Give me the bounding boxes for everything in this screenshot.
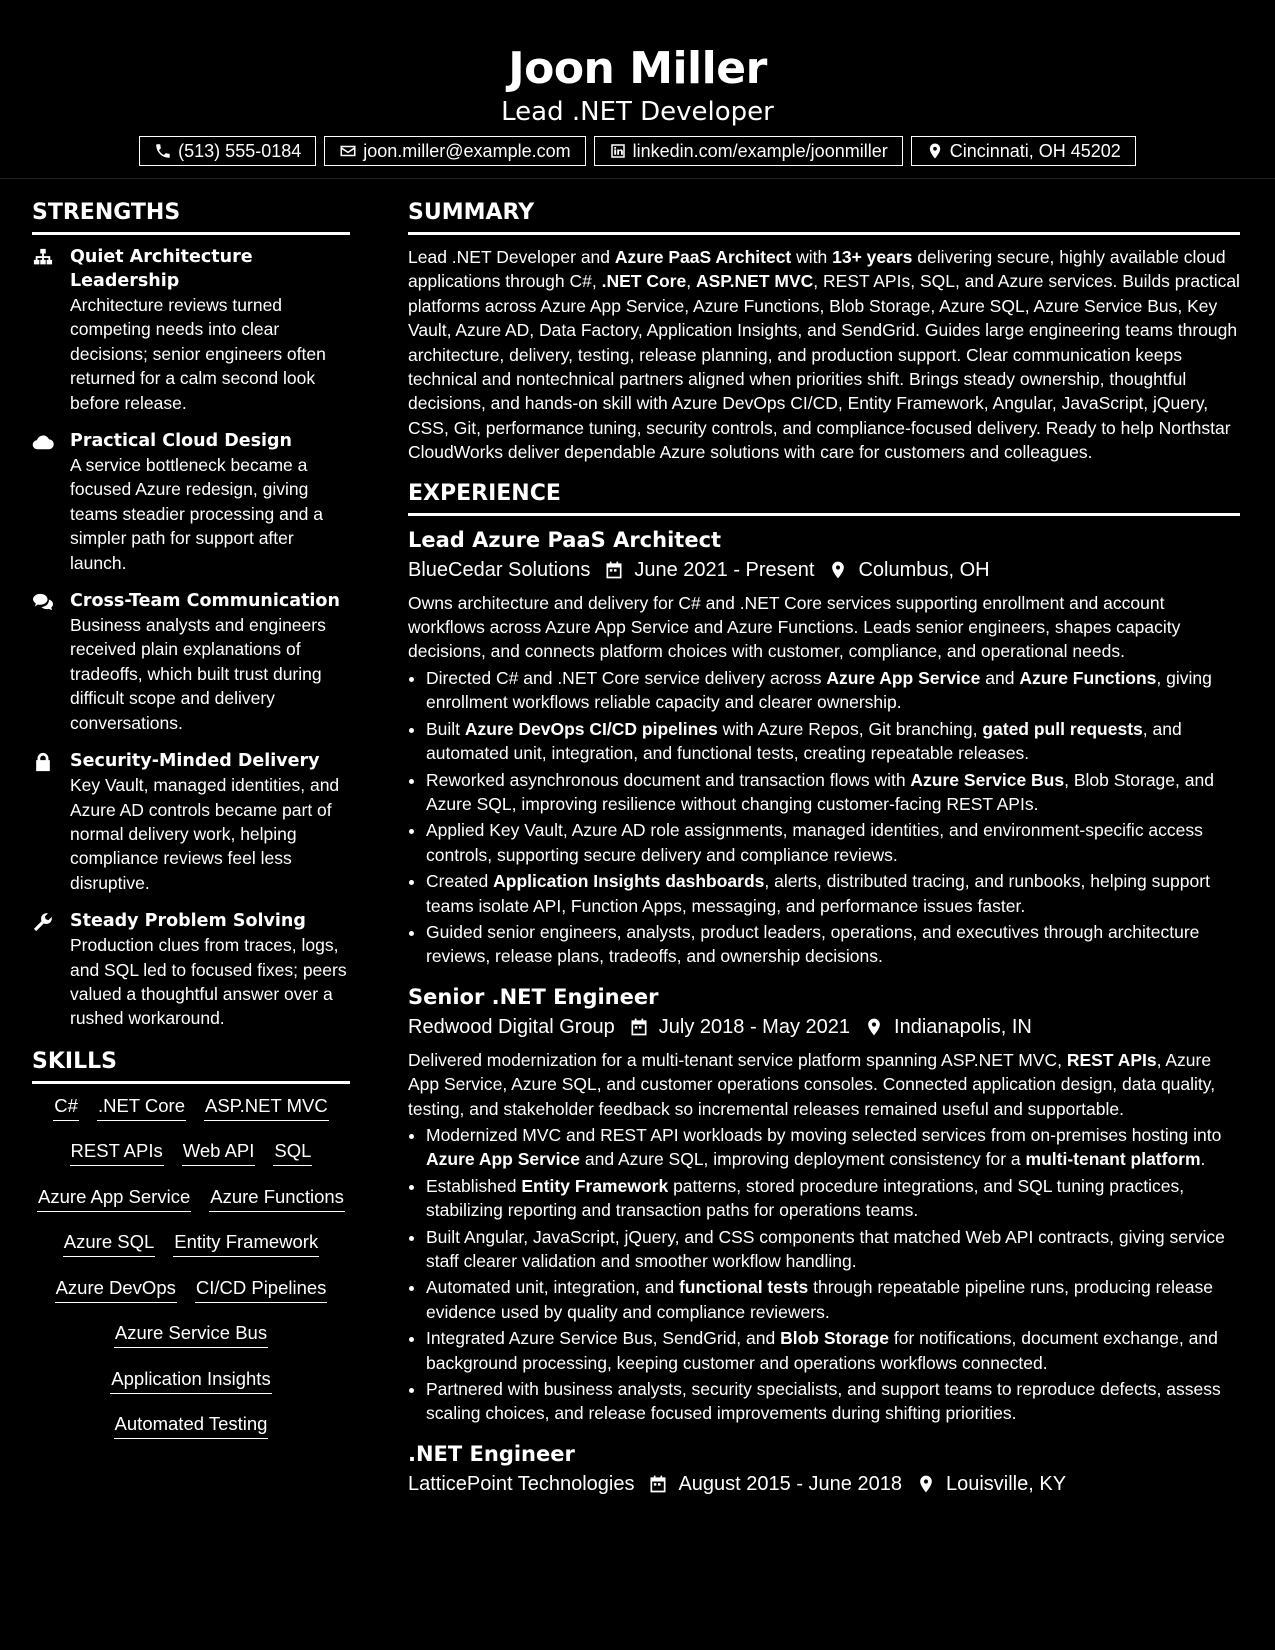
strength-item bbox=[32, 909, 350, 1031]
skills-list bbox=[32, 1088, 350, 1452]
strength-desc: Architecture reviews turned competing needs into clear decisions; senior engineers often returned for a calm second look before release. bbox=[70, 295, 326, 413]
skill-tag: Azure DevOps bbox=[55, 1276, 177, 1303]
skill-tag: .NET Core bbox=[97, 1094, 186, 1121]
strength-title: Security-Minded Delivery bbox=[70, 751, 320, 772]
sitemap-icon bbox=[32, 248, 54, 268]
cloud-icon bbox=[32, 432, 54, 452]
job-dates: July 2018 - May 2021 bbox=[658, 1015, 851, 1038]
job-company: BlueCedar Solutions bbox=[408, 558, 591, 581]
map-pin-icon bbox=[828, 560, 848, 580]
contact-email[interactable] bbox=[324, 136, 585, 166]
job-company: LatticePoint Technologies bbox=[408, 1472, 635, 1495]
bold-text: multi-tenant platform bbox=[1025, 1149, 1201, 1170]
skill-tag: Application Insights bbox=[110, 1367, 271, 1394]
strength-title: Steady Problem Solving bbox=[70, 911, 306, 932]
strength-item bbox=[32, 749, 350, 895]
bold-text: ASP.NET MVC bbox=[695, 271, 814, 292]
candidate-name: Joon Miller bbox=[508, 43, 767, 94]
job-bullet: • Built Azure DevOps CI/CD pipelines with Azure Repos, Git branching, gated pull requests, and automated unit, integration, and functional tests, creating repeatable releases. bbox=[426, 717, 1240, 766]
contact-location-text: Cincinnati, OH 45202 bbox=[949, 141, 1121, 161]
strength-desc: Production clues from traces, logs, and SQL led to focused fixes; peers valued a thoughtful answer over a rushed workaround. bbox=[70, 935, 347, 1029]
bold-text: Blob Storage bbox=[780, 1328, 889, 1349]
bold-text: functional tests bbox=[678, 1277, 809, 1298]
skill-tag: REST APIs bbox=[70, 1139, 164, 1166]
bold-text: Azure Functions bbox=[1019, 667, 1157, 688]
wrench-icon bbox=[32, 912, 54, 932]
contact-bar bbox=[0, 136, 1275, 166]
strength-item bbox=[32, 429, 350, 575]
job-location: Columbus, OH bbox=[858, 558, 990, 581]
skill-tag: Azure Functions bbox=[209, 1185, 345, 1212]
job-dates: August 2015 - June 2018 bbox=[678, 1472, 902, 1495]
strength-item bbox=[32, 245, 350, 415]
strength-desc: Business analysts and engineers received plain explanations of tradeoffs, which built trust during difficult scope and delivery conversations. bbox=[70, 615, 326, 733]
lock-icon bbox=[32, 752, 54, 772]
bold-text: Azure DevOps CI/CD pipelines bbox=[464, 718, 718, 739]
skill-tag: Automated Testing bbox=[114, 1412, 269, 1439]
map-pin-icon bbox=[864, 1017, 884, 1037]
skill-row bbox=[36, 1088, 346, 1134]
summary-text: Lead .NET Developer and Azure PaaS Architect with 13+ years delivering secure, highly available cloud applications through C#, .NET Core, ASP.NET MVC, REST APIs, SQL, and Azure services. Builds practical platforms across Azure App Service, Azure Functions, Blob Storage, Azure SQL, Azure Service Bus, Key Vault, Azure AD, Data Factory, Application Insights, and SendGrid. Guides large engineering teams through architecture, delivery, testing, release planning, and production support. Clear communication keeps technical and nontechnical partners aligned when priorities shift. Brings steady ownership, thoughtful decisions, and hands-on skill with Azure DevOps CI/CD, Entity Framework, Angular, JavaScript, jQuery, CSS, Git, performance tuning, security controls, and compliance-focused delivery. Ready to help Northstar CloudWorks deliver dependable Azure solutions with care for customers and colleagues. bbox=[408, 247, 1240, 463]
strength-title: Cross-Team Communication bbox=[70, 591, 340, 612]
job-meta bbox=[408, 1469, 1240, 1499]
candidate-title: Lead .NET Developer bbox=[501, 97, 774, 127]
experience-list bbox=[408, 526, 1240, 1499]
job-title: Lead Azure PaaS Architect bbox=[408, 527, 722, 552]
skills-heading: SKILLS bbox=[32, 1045, 350, 1084]
job-bullet: • Established Entity Framework patterns, stored procedure integrations, and SQL tuning practices, stabilizing reporting and transaction paths for operations teams. bbox=[426, 1174, 1240, 1223]
contact-phone-text: (513) 555-0184 bbox=[178, 141, 302, 161]
skill-tag: Azure SQL bbox=[63, 1230, 156, 1257]
comments-icon bbox=[32, 592, 54, 612]
strengths-heading: STRENGTHS bbox=[32, 196, 350, 235]
skill-row bbox=[36, 1361, 346, 1407]
job-location: Indianapolis, IN bbox=[894, 1015, 1032, 1038]
skill-tag: ASP.NET MVC bbox=[204, 1094, 329, 1121]
job-entry bbox=[408, 526, 1240, 969]
job-bullet: • Modernized MVC and REST API workloads by moving selected services from on-premises hosting into Azure App Service and Azure SQL, improving deployment consistency for a multi-tenant platform. bbox=[426, 1123, 1240, 1172]
skill-tag: CI/CD Pipelines bbox=[195, 1276, 328, 1303]
skill-tag: C# bbox=[53, 1094, 79, 1121]
bold-text: Azure App Service bbox=[426, 1149, 580, 1170]
summary-heading: SUMMARY bbox=[408, 196, 1240, 235]
job-meta bbox=[408, 1012, 1240, 1042]
strength-item bbox=[32, 589, 350, 735]
map-pin-icon bbox=[926, 142, 944, 160]
job-company: Redwood Digital Group bbox=[408, 1015, 615, 1038]
header-divider bbox=[0, 178, 1275, 179]
job-title: .NET Engineer bbox=[408, 1441, 575, 1466]
calendar-icon bbox=[604, 560, 624, 580]
skill-tag: Azure App Service bbox=[37, 1185, 191, 1212]
job-meta bbox=[408, 555, 1240, 585]
job-entry bbox=[408, 983, 1240, 1426]
bold-text: Azure Service Bus bbox=[910, 769, 1065, 790]
skill-row bbox=[36, 1224, 346, 1270]
resume-header bbox=[0, 0, 1275, 166]
contact-phone[interactable] bbox=[139, 136, 316, 166]
bold-text: Azure App Service bbox=[826, 667, 981, 688]
skill-tag: SQL bbox=[273, 1139, 312, 1166]
skill-row bbox=[36, 1315, 346, 1361]
skill-tag: Entity Framework bbox=[173, 1230, 319, 1257]
job-bullets bbox=[408, 1123, 1240, 1426]
skill-tag: Azure Service Bus bbox=[114, 1321, 268, 1348]
job-bullet: • Directed C# and .NET Core service delivery across Azure App Service and Azure Functions, giving enrollment workflows reliable capacity and clearer ownership. bbox=[426, 666, 1240, 715]
job-bullet: • Built Angular, JavaScript, jQuery, and CSS components that matched Web API contracts, giving service staff clearer validation and smoother workflow handling. bbox=[426, 1225, 1240, 1274]
envelope-icon bbox=[339, 142, 357, 160]
strength-title: Practical Cloud Design bbox=[70, 431, 293, 452]
calendar-icon bbox=[648, 1474, 668, 1494]
job-bullets bbox=[408, 666, 1240, 969]
skill-tag: Web API bbox=[182, 1139, 256, 1166]
map-pin-icon bbox=[916, 1474, 936, 1494]
contact-linkedin-text: linkedin.com/example/joonmiller bbox=[632, 141, 888, 161]
job-bullet: • Partnered with business analysts, security specialists, and support teams to reproduce defects, assess scaling choices, and release focused improvements during shifting priorities. bbox=[426, 1377, 1240, 1426]
skill-row bbox=[36, 1179, 346, 1225]
bold-text: Azure PaaS Architect bbox=[614, 247, 792, 267]
bold-text: REST APIs bbox=[1066, 1049, 1157, 1070]
job-bullet: • Automated unit, integration, and functional tests through repeatable pipeline runs, producing release evidence used by quality and compliance reviewers. bbox=[426, 1275, 1240, 1324]
job-entry bbox=[408, 1440, 1240, 1499]
phone-icon bbox=[154, 142, 172, 160]
bold-text: Entity Framework bbox=[521, 1175, 669, 1196]
experience-heading: EXPERIENCE bbox=[408, 477, 1240, 516]
job-description: Delivered modernization for a multi-tenant service platform spanning ASP.NET MVC, REST APIs, Azure App Service, Azure SQL, and customer operations consoles. Connected application design, data quality, testing, and stakeholder feedback so incremental releases remained useful and supportable. bbox=[408, 1049, 1216, 1119]
job-dates: June 2021 - Present bbox=[634, 558, 815, 581]
right-column bbox=[408, 196, 1240, 1513]
bold-text: Application Insights dashboards bbox=[493, 871, 765, 892]
bold-text: .NET Core bbox=[601, 271, 687, 292]
strength-title: Quiet Architecture Leadership bbox=[70, 247, 253, 291]
bold-text: 13+ years bbox=[832, 247, 913, 267]
left-column bbox=[32, 196, 350, 1452]
job-bullet: • Integrated Azure Service Bus, SendGrid, and Blob Storage for notifications, document exchange, and background processing, keeping customer and operations workflows connected. bbox=[426, 1326, 1240, 1375]
skill-row bbox=[36, 1133, 346, 1179]
job-title: Senior .NET Engineer bbox=[408, 984, 659, 1009]
strength-desc: Key Vault, managed identities, and Azure AD controls became part of normal delivery work, helping compliance reviews feel less disruptive. bbox=[70, 775, 340, 893]
contact-location[interactable] bbox=[911, 136, 1136, 166]
job-bullet: • Applied Key Vault, Azure AD role assignments, managed identities, and environment-specific access controls, supporting secure delivery and compliance reviews. bbox=[426, 818, 1240, 867]
job-bullet: • Guided senior engineers, analysts, product leaders, operations, and executives through architecture reviews, release plans, tradeoffs, and ownership decisions. bbox=[426, 920, 1240, 969]
contact-linkedin[interactable] bbox=[594, 136, 903, 166]
job-bullet: • Reworked asynchronous document and transaction flows with Azure Service Bus, Blob Storage, and Azure SQL, improving resilience without changing customer-facing REST APIs. bbox=[426, 768, 1240, 817]
strength-desc: A service bottleneck became a focused Azure redesign, giving teams steadier processing and a simpler path for support after launch. bbox=[70, 455, 323, 573]
job-bullet: • Created Application Insights dashboards, alerts, distributed tracing, and runbooks, helping support teams isolate API, Function Apps, messaging, and performance issues faster. bbox=[426, 869, 1240, 918]
bold-text: gated pull requests bbox=[982, 718, 1143, 739]
job-description: Owns architecture and delivery for C# and .NET Core services supporting enrollment and account workflows across Azure App Service and Azure Functions. Leads senior engineers, shapes capacity decisions, and connects platform choices with customer, compliance, and operational needs. bbox=[408, 592, 1181, 662]
job-location: Louisville, KY bbox=[945, 1472, 1067, 1495]
skill-row bbox=[36, 1406, 346, 1452]
linkedin-icon bbox=[609, 142, 627, 160]
contact-email-text: joon.miller@example.com bbox=[363, 141, 571, 161]
skill-row bbox=[36, 1270, 346, 1316]
calendar-icon bbox=[629, 1017, 649, 1037]
